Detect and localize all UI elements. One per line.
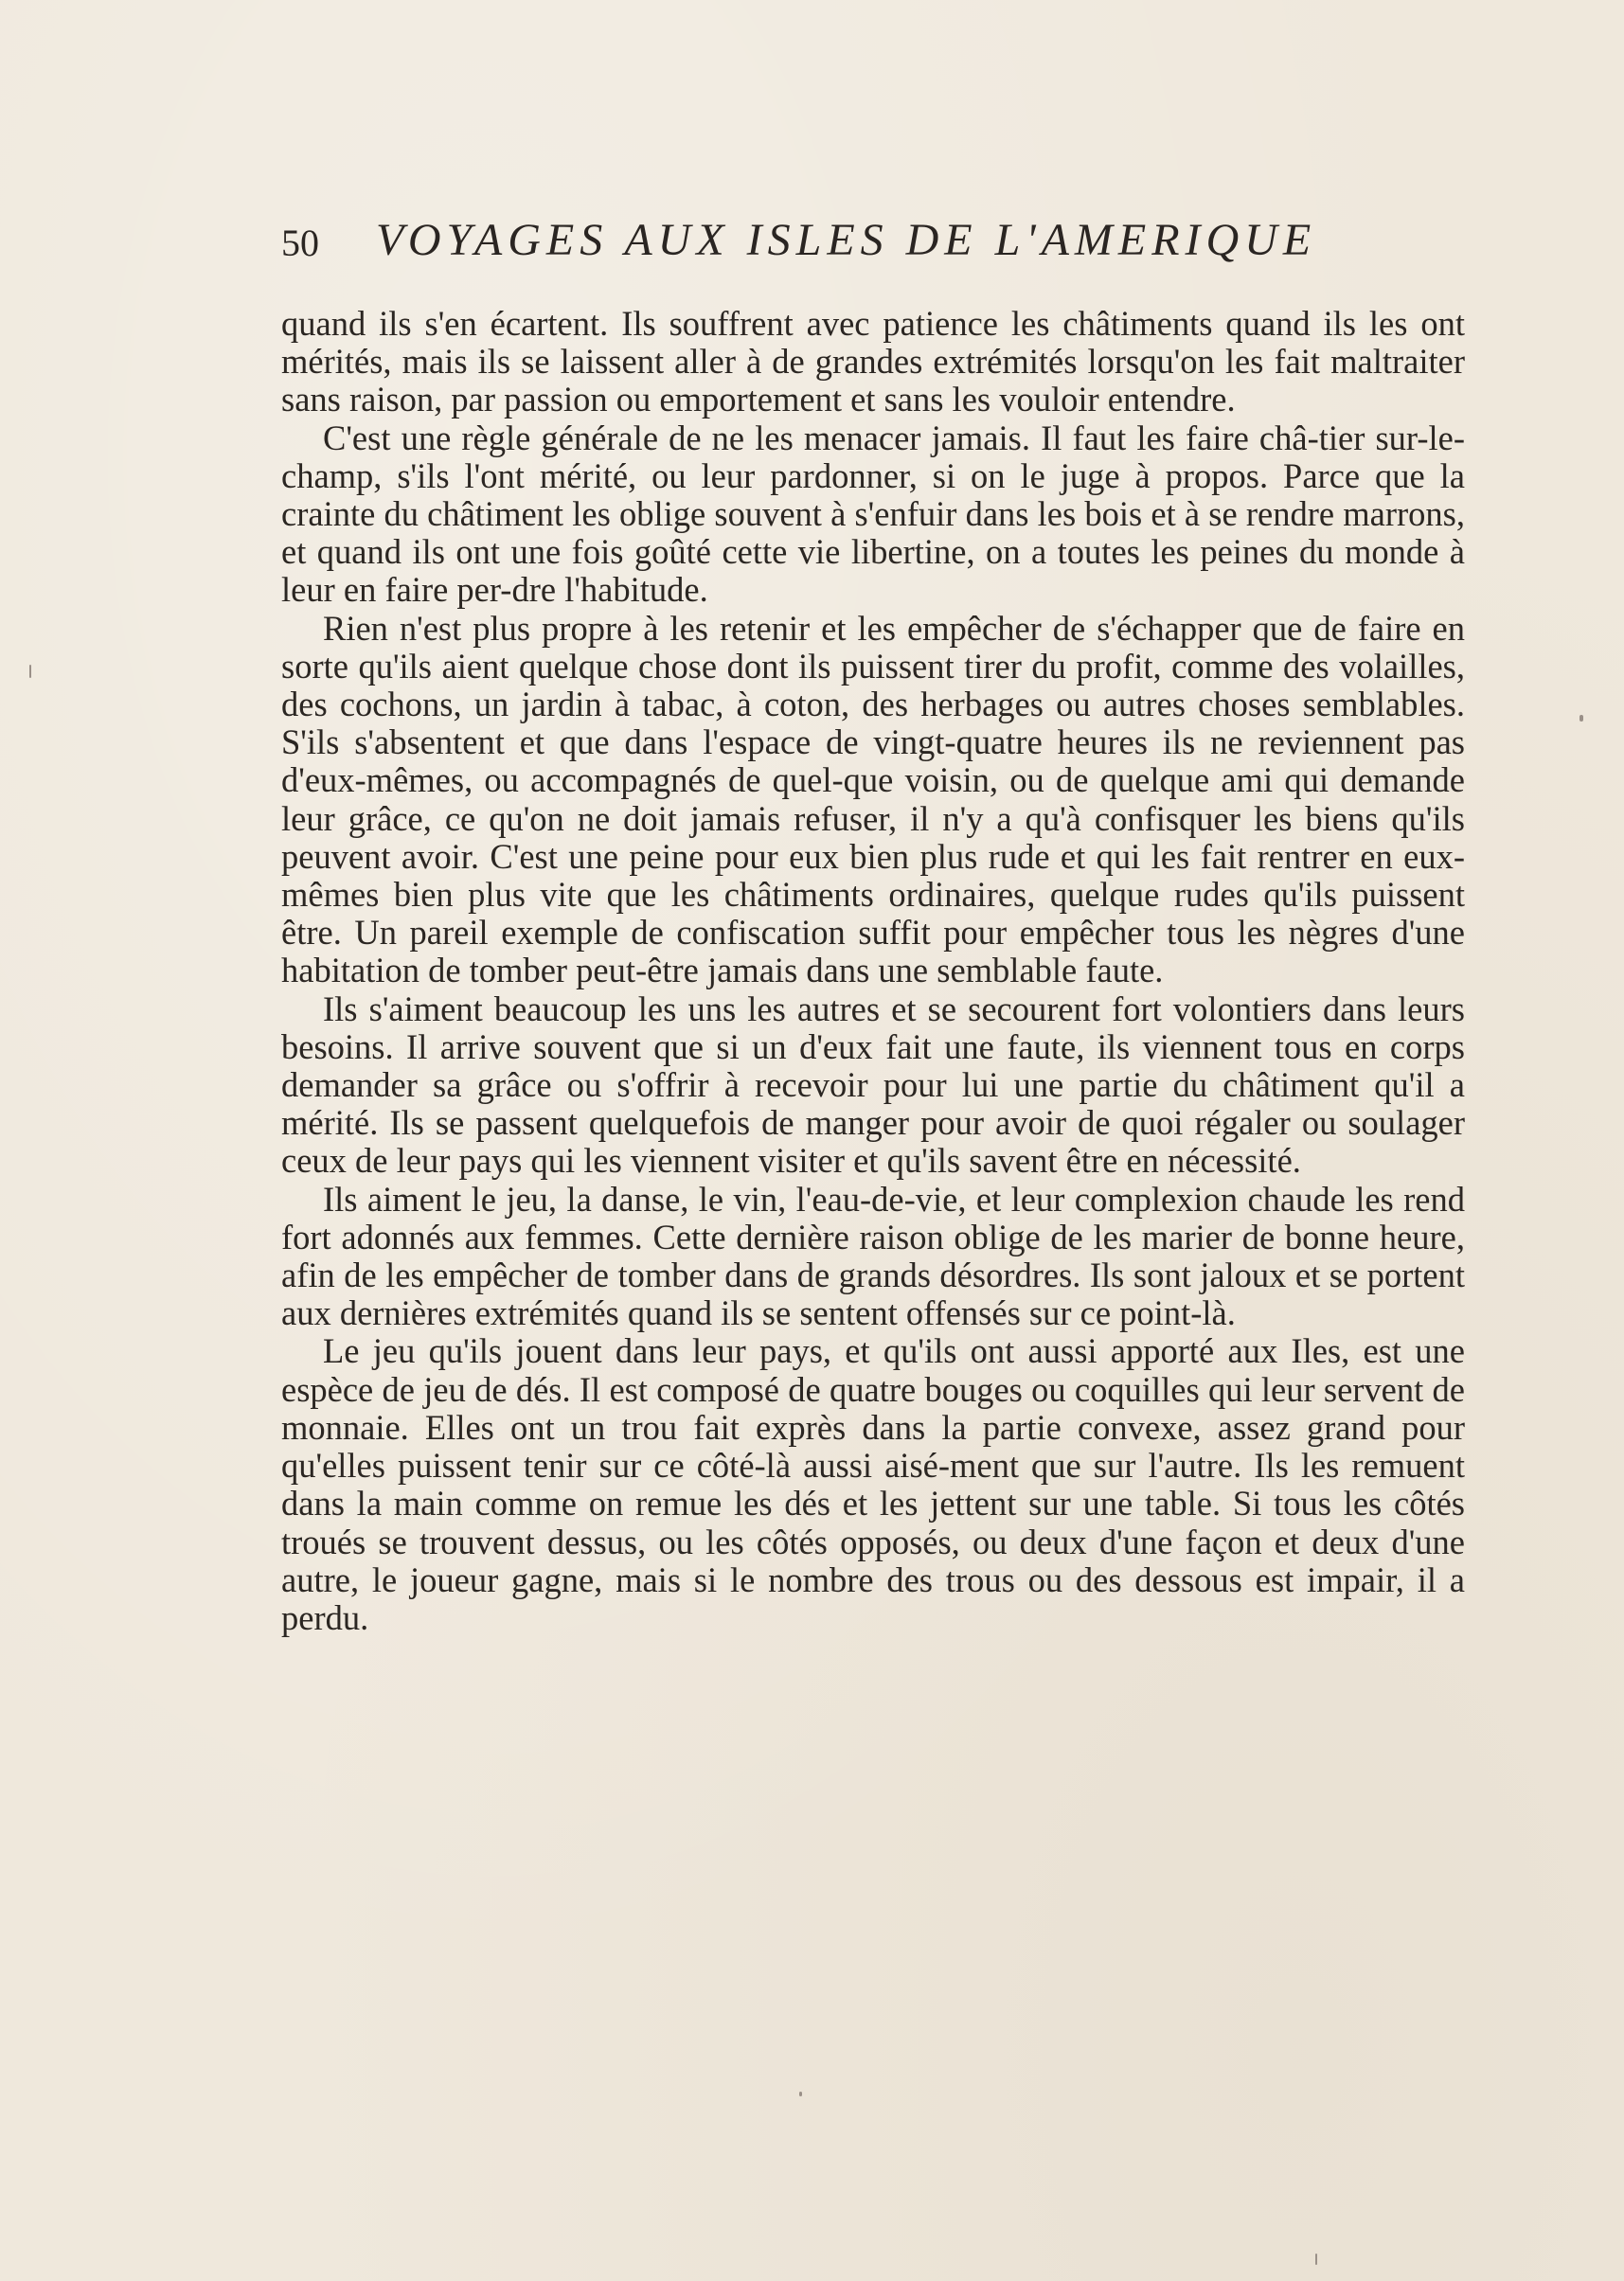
- paragraph: Ils aiment le jeu, la danse, le vin, l'eau-de-vie, et leur complexion chaude les rend fort adonnés aux femmes. Cette dernière raison oblige de les marier de bonne heure, afin de les empêcher de tomber dans de grands désordres. Ils sont jaloux et se portent aux dernières extrémités quand ils se sentent offensés sur ce point-là.: [281, 1179, 1465, 1333]
- paragraph: Le jeu qu'ils jouent dans leur pays, et qu'ils ont aussi apporté aux Iles, est une espèce de jeu de dés. Il est composé de quatre bouges ou coquilles qui leur servent de monnaie. Elles ont un trou fait exprès dans la partie convexe, assez grand pour qu'elles puissent tenir sur ce côté-là aussi aisé-ment que sur l'autre. Ils les remuent dans la main comme on remue les dés et les jettent sur une table. Si tous les côtés troués se trouvent dessus, ou les côtés opposés, ou deux d'une façon et deux d'une autre, le joueur gagne, mais si le nombre des trous ou des dessous est impair, il a perdu.: [281, 1331, 1465, 1637]
- running-title: VOYAGES AUX ISLES DE L'AMERIQUE: [376, 215, 1317, 265]
- paper-speck: [799, 2092, 802, 2096]
- paper-speck: [29, 665, 31, 678]
- paper-speck: [1579, 715, 1583, 722]
- paragraph: Ils s'aiment beaucoup les uns les autres et se secourent fort volontiers dans leurs besoins. Il arrive souvent que si un d'eux fait une faute, ils viennent tous en corps demander sa grâce ou s'offrir à recevoir pour lui une partie du châtiment qu'il a mérité. Ils se passent quelquefois de manger pour avoir de quoi régaler ou soulager ceux de leur pays qui les viennent visiter et qu'ils savent être en nécessité.: [281, 989, 1465, 1181]
- paragraph: quand ils s'en écartent. Ils souffrent avec patience les châtiments quand ils les ont mérités, mais ils se laissent aller à de grandes extrémités lorsqu'on les fait maltraiter sans raison, par passion ou emportement et sans les vouloir entendre.: [281, 304, 1465, 419]
- paper-speck: [1315, 2254, 1317, 2265]
- page-header: [281, 206, 1380, 273]
- page-number: 50: [281, 222, 319, 264]
- body-text: [281, 305, 1465, 1637]
- paragraph: C'est une règle générale de ne les menacer jamais. Il faut les faire châ-tier sur-le-champ, s'ils l'ont mérité, ou leur pardonner, si on le juge à propos. Parce que la crainte du châtiment les oblige souvent à s'enfuir dans les bois et à se rendre marrons, et quand ils ont une fois goûté cette vie libertine, on a toutes les peines du monde à leur en faire per-dre l'habitude.: [281, 418, 1465, 610]
- paragraph: Rien n'est plus propre à les retenir et les empêcher de s'échapper que de faire en sorte qu'ils aient quelque chose dont ils puissent tirer du profit, comme des volailles, des cochons, un jardin à tabac, à coton, des herbages ou autres choses semblables. S'ils s'absentent et que dans l'espace de vingt-quatre heures ils ne reviennent pas d'eux-mêmes, ou accompagnés de quel-que voisin, ou de quelque ami qui demande leur grâce, ce qu'on ne doit jamais refuser, il n'y a qu'à confisquer les biens qu'ils peuvent avoir. C'est une peine pour eux bien plus rude et qui les fait rentrer en eux-mêmes bien plus vite que les châtiments ordinaires, quelque rudes qu'ils puissent être. Un pareil exemple de confiscation suffit pour empêcher tous les nègres d'une habitation de tomber peut-être jamais dans une semblable faute.: [281, 608, 1465, 990]
